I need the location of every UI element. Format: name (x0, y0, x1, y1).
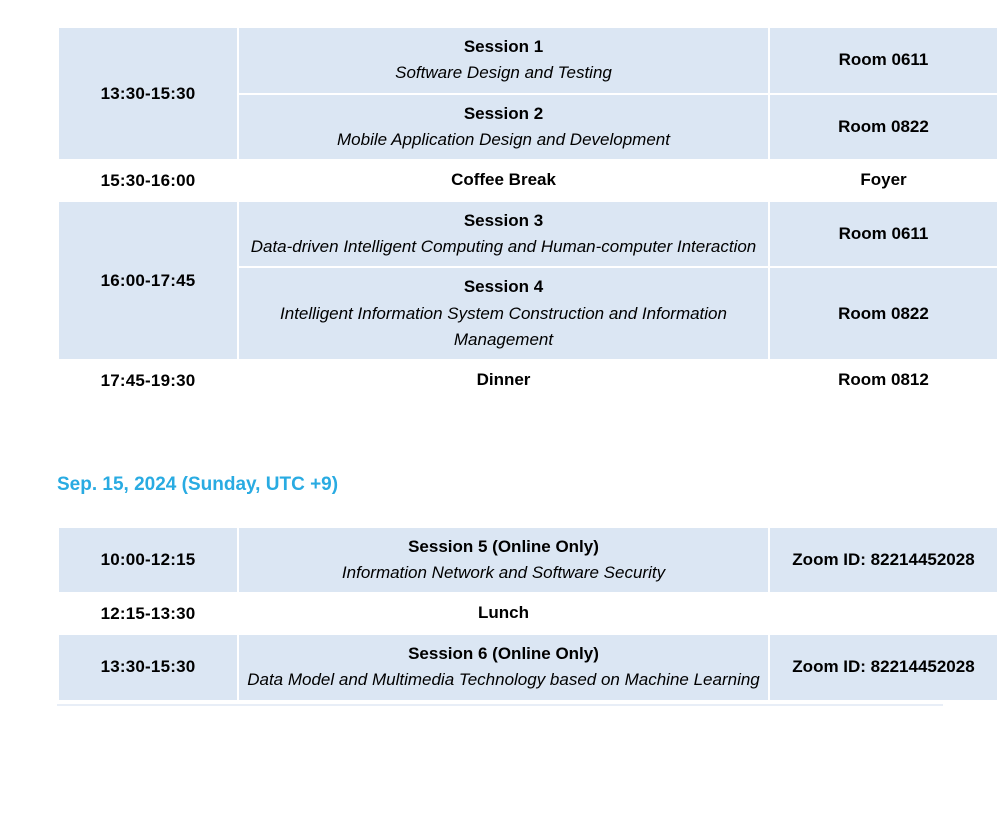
table-row (58, 593, 998, 633)
room-label: Room 0611 (838, 50, 929, 70)
table-row (58, 634, 998, 701)
room-cell (769, 27, 998, 94)
session-cell (238, 360, 769, 400)
room-label: Room 0812 (838, 370, 929, 390)
bottom-divider (57, 704, 943, 706)
room-label: Zoom ID: 82214452028 (792, 656, 975, 676)
session-cell (238, 27, 769, 94)
time-cell (58, 201, 238, 361)
table-row (58, 160, 998, 200)
table-row (58, 527, 998, 594)
session-title: Dinner (476, 370, 531, 390)
session-cell (238, 593, 769, 633)
session-cell (238, 160, 769, 200)
room-label: Room 0611 (838, 223, 929, 243)
heading-gap (57, 496, 945, 526)
session-title: Session 2 (463, 103, 544, 123)
time-label: 10:00-12:15 (100, 550, 196, 570)
time-label: 13:30-15:30 (100, 83, 196, 103)
session-cell (238, 201, 769, 268)
session-title: Session 1 (463, 37, 544, 56)
room-label: Zoom ID: 82214452028 (792, 549, 975, 569)
session-subtitle: Intelligent Information System Construction and Information Management (280, 303, 727, 350)
session-title: Session 3 (463, 210, 544, 230)
day2-heading: Sep. 15, 2024 (Sunday, UTC +9) (57, 473, 339, 495)
room-cell (769, 527, 998, 594)
session-cell (238, 527, 769, 594)
room-label: Room 0822 (838, 116, 929, 136)
room-cell (769, 201, 998, 268)
time-label: 15:30-16:00 (100, 170, 196, 190)
session-subtitle: Mobile Application Design and Development (337, 130, 670, 150)
room-cell (769, 94, 998, 161)
session-title: Session 5 (Online Only) (408, 536, 599, 556)
time-label: 17:45-19:30 (100, 370, 196, 390)
time-label: 16:00-17:45 (100, 270, 196, 290)
room-cell (769, 593, 998, 633)
room-cell (769, 267, 998, 360)
session-title: Session 6 (Online Only) (408, 643, 599, 663)
table-row (58, 360, 998, 400)
time-cell (58, 160, 238, 200)
day1-schedule-table (57, 26, 999, 402)
session-title: Lunch (478, 603, 529, 623)
section-gap (57, 402, 945, 474)
table-row (58, 201, 998, 268)
room-label: Foyer (860, 170, 907, 190)
session-title: Coffee Break (451, 170, 556, 190)
time-cell (58, 27, 238, 160)
time-label: 12:15-13:30 (100, 603, 196, 623)
session-subtitle: Data-driven Intelligent Computing and Human-computer Interaction (250, 237, 757, 257)
table-row (58, 27, 998, 94)
room-cell (769, 634, 998, 701)
time-cell (58, 593, 238, 633)
session-cell (238, 267, 769, 360)
session-subtitle: Information Network and Software Security (341, 563, 666, 583)
room-label: Room 0822 (838, 303, 929, 323)
session-cell (238, 94, 769, 161)
day2-schedule-table (57, 526, 999, 702)
time-cell (58, 527, 238, 594)
room-cell (769, 360, 998, 400)
session-subtitle: Data Model and Multimedia Technology based on Machine Learning (247, 670, 760, 690)
room-cell (769, 160, 998, 200)
time-label: 13:30-15:30 (100, 657, 196, 677)
time-cell (58, 634, 238, 701)
time-cell (58, 360, 238, 400)
session-subtitle: Software Design and Testing (395, 63, 612, 83)
session-title: Session 4 (463, 277, 544, 297)
session-cell (238, 634, 769, 701)
